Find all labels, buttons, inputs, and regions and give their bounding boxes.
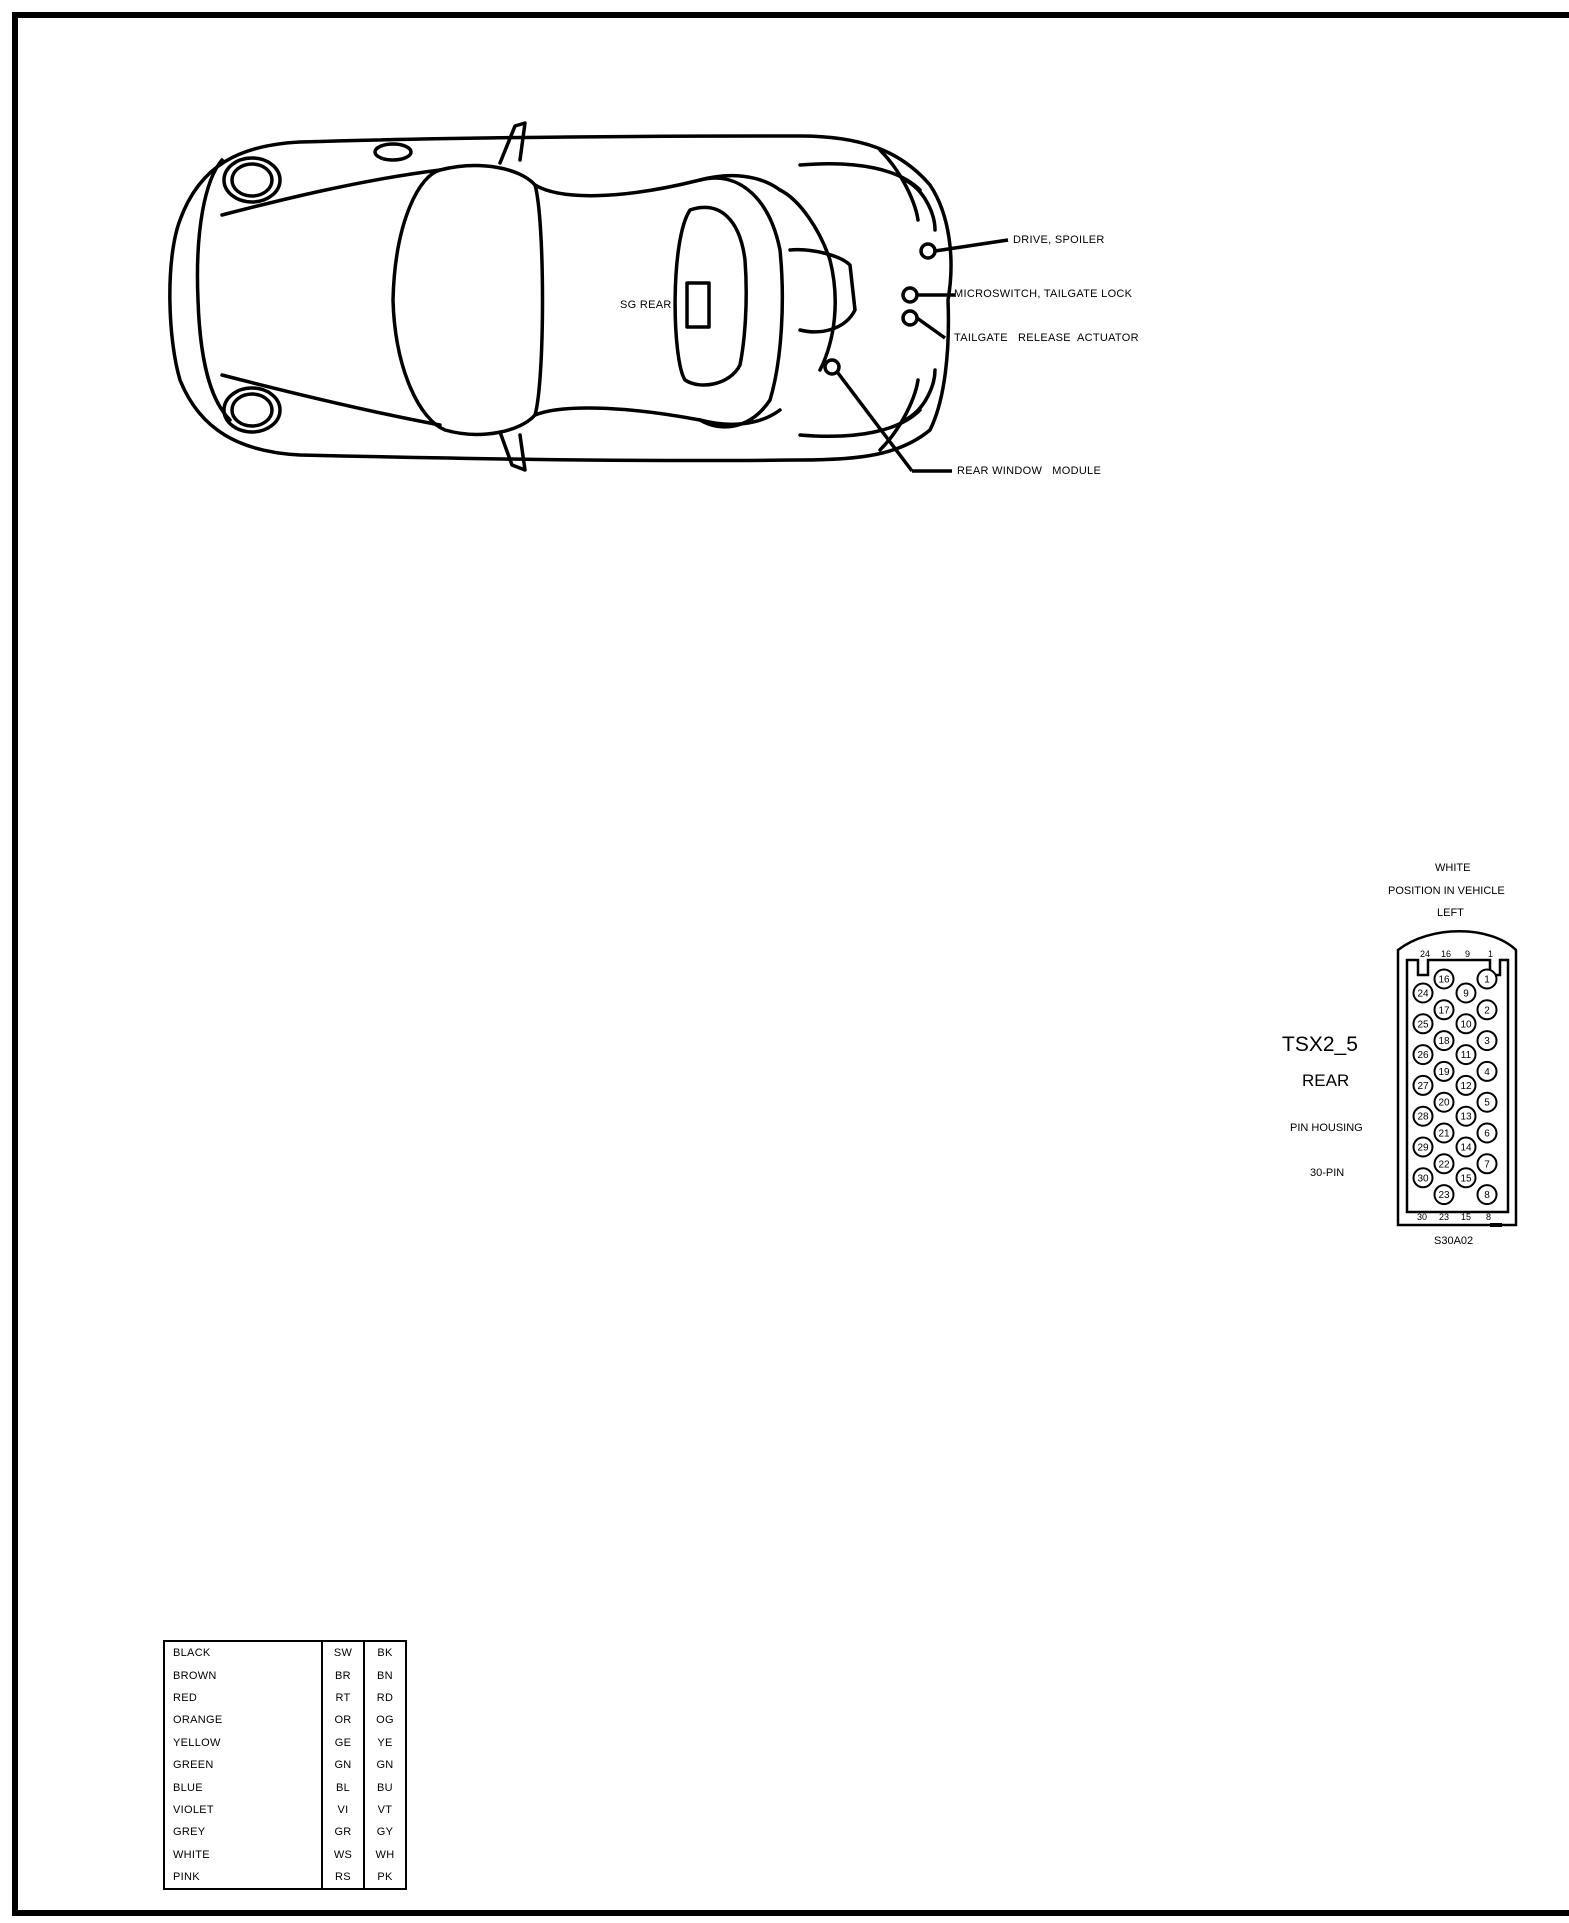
color-code-en: OG (364, 1709, 406, 1731)
color-code-row (164, 1641, 406, 1664)
color-name: GREEN (173, 1759, 214, 1772)
color-code-row (164, 1754, 406, 1776)
color-code-en: BN (364, 1664, 406, 1686)
pin-label: 1 (1484, 974, 1490, 986)
connector-pins-label: 30-PIN (1310, 1167, 1345, 1179)
bottom-number: 23 (1439, 1212, 1450, 1222)
sg-rear-label: SG REAR (620, 299, 672, 311)
color-code-row (164, 1664, 406, 1686)
color-code-row (164, 1687, 406, 1709)
rear-window-label: REAR WINDOW MODULE (957, 465, 1102, 477)
color-code-row (164, 1866, 406, 1889)
color-code-row (164, 1776, 406, 1798)
top-number: 16 (1441, 949, 1452, 959)
color-code-de: GN (322, 1754, 364, 1776)
color-code-en: BK (364, 1641, 406, 1664)
pin-label: 22 (1438, 1159, 1450, 1171)
pin-label: 18 (1438, 1036, 1450, 1048)
pin-label: 19 (1438, 1066, 1450, 1078)
color-code-de: GR (322, 1821, 364, 1843)
color-code-de: WS (322, 1844, 364, 1866)
color-code-en: VT (364, 1799, 406, 1821)
pin-label: 12 (1460, 1080, 1472, 1092)
pin-label: 16 (1438, 974, 1450, 986)
pin-label: 2 (1484, 1005, 1490, 1017)
color-code-de: RT (322, 1687, 364, 1709)
bottom-number: 30 (1417, 1212, 1428, 1222)
pin-label: 30 (1417, 1173, 1429, 1185)
tailgate-actuator-label: TAILGATE RELEASE ACTUATOR (954, 332, 1139, 344)
microswitch-marker (903, 288, 917, 302)
pin-label: 4 (1484, 1066, 1490, 1078)
connector-position-label: POSITION IN VEHICLE (1388, 885, 1505, 897)
pin-label: 24 (1417, 988, 1429, 1000)
color-code-row (164, 1799, 406, 1821)
color-code-en: GN (364, 1754, 406, 1776)
color-code-de: BL (322, 1776, 364, 1798)
pin-label: 21 (1438, 1128, 1450, 1140)
color-code-row (164, 1709, 406, 1731)
pin-label: 10 (1460, 1019, 1472, 1031)
bottom-number: 15 (1461, 1212, 1472, 1222)
pin-label: 14 (1460, 1142, 1472, 1154)
color-code-de: BR (322, 1664, 364, 1686)
color-name: RED (173, 1691, 198, 1704)
color-name: WHITE (173, 1848, 210, 1861)
connector-position: LEFT (1437, 907, 1464, 919)
pin-label: 11 (1460, 1050, 1472, 1062)
color-name: BLACK (173, 1647, 211, 1660)
pin-label: 8 (1484, 1190, 1490, 1202)
color-code-de: RS (322, 1866, 364, 1889)
color-code-en: RD (364, 1687, 406, 1709)
top-number: 1 (1488, 949, 1494, 959)
color-code-en: WH (364, 1844, 406, 1866)
pin-label: 26 (1417, 1050, 1429, 1062)
color-name: BLUE (173, 1781, 203, 1794)
pin-label: 20 (1438, 1097, 1450, 1109)
pin-label: 3 (1484, 1036, 1490, 1048)
color-code-en: PK (364, 1866, 406, 1889)
pin-label: 23 (1438, 1190, 1450, 1202)
color-code-row (164, 1732, 406, 1754)
pin-label: 5 (1484, 1097, 1490, 1109)
color-name: BROWN (173, 1669, 217, 1682)
color-code-de: SW (322, 1641, 364, 1664)
color-code-en: BU (364, 1776, 406, 1798)
pin-label: 27 (1417, 1080, 1429, 1092)
color-name: ORANGE (173, 1714, 223, 1727)
drive-spoiler-label: DRIVE, SPOILER (1013, 234, 1105, 246)
connector-location: REAR (1302, 1071, 1350, 1090)
pin-label: 9 (1463, 988, 1469, 1000)
bottom-number: 8 (1486, 1212, 1492, 1222)
microswitch-label: MICROSWITCH, TAILGATE LOCK (954, 288, 1133, 300)
top-number: 9 (1465, 949, 1471, 959)
pin-label: 15 (1460, 1173, 1472, 1185)
color-code-table (163, 1640, 407, 1890)
connector-housing-label: PIN HOUSING (1290, 1122, 1363, 1134)
tailgate-actuator-marker (903, 311, 917, 325)
color-code-row (164, 1844, 406, 1866)
top-number: 24 (1420, 949, 1431, 959)
pin-label: 29 (1417, 1142, 1429, 1154)
connector-name: TSX2_5 (1282, 1033, 1358, 1056)
pin-label: 17 (1438, 1005, 1450, 1017)
pin-label: 6 (1484, 1128, 1490, 1140)
color-code-de: VI (322, 1799, 364, 1821)
color-code-en: YE (364, 1732, 406, 1754)
pin-label: 13 (1460, 1111, 1472, 1123)
color-code-de: OR (322, 1709, 364, 1731)
connector-color: WHITE (1435, 862, 1471, 874)
pin-label: 7 (1484, 1159, 1490, 1171)
windshield (393, 166, 543, 435)
drive-spoiler-marker (921, 244, 935, 258)
color-code-en: GY (364, 1821, 406, 1843)
color-code-de: GE (322, 1732, 364, 1754)
pin-label: 25 (1417, 1019, 1429, 1031)
sg-rear-box (687, 283, 709, 327)
color-name: VIOLET (173, 1803, 214, 1816)
connector-part-no: S30A02 (1434, 1235, 1474, 1247)
color-code-row (164, 1821, 406, 1843)
pin-label: 28 (1417, 1111, 1429, 1123)
color-name: PINK (173, 1871, 200, 1884)
color-name: YELLOW (173, 1736, 221, 1749)
color-name: GREY (173, 1826, 206, 1839)
rear-window-marker (825, 360, 839, 374)
